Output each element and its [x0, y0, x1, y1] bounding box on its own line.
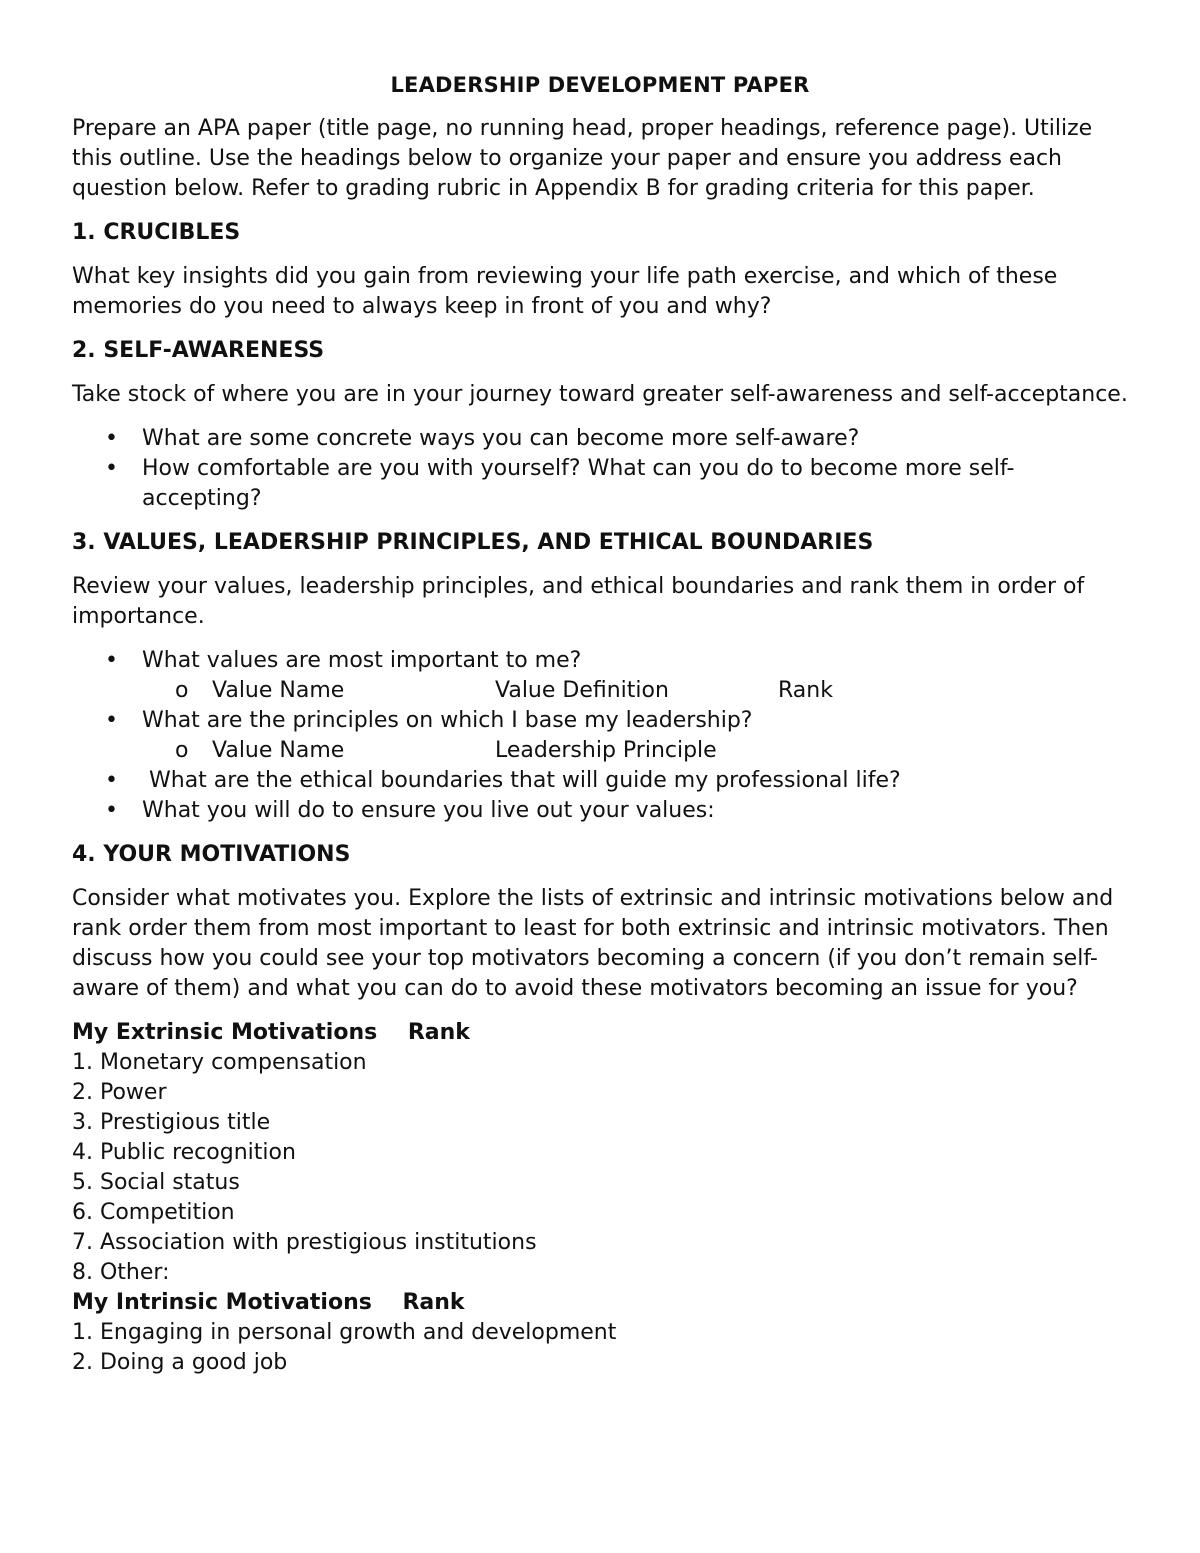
list-item-text: What you will do to ensure you live out your values: [142, 798, 715, 823]
bullet-icon: • [105, 798, 118, 823]
list-item: 1. Engaging in personal growth and development [72, 1320, 617, 1345]
circle-bullet-icon: o [175, 678, 189, 703]
list-item [72, 706, 1128, 736]
list-item [72, 796, 1128, 826]
list-item: 8. Other: [72, 1260, 170, 1285]
bullet-icon: • [105, 708, 118, 733]
column-rank: Rank [778, 678, 833, 703]
sub-list-item-principles [72, 736, 1128, 766]
list-item-text: What are the ethical boundaries that will guide my professional life? [142, 768, 901, 793]
bullet-icon: • [105, 456, 118, 481]
column-value-name: Value Name [212, 678, 345, 703]
bullet-list-self-awareness [72, 424, 1128, 514]
list-item-text: What are the principles on which I base my leadership? [142, 708, 753, 733]
section-heading-crucibles: 1. CRUCIBLES [72, 220, 241, 245]
section-text-self-awareness: Take stock of where you are in your journey toward greater self-awareness and self-acceptance. [72, 382, 1128, 407]
list-item-text: What values are most important to me? [142, 648, 582, 673]
bullet-list-values [72, 646, 1128, 826]
extrinsic-motivations-heading: My Extrinsic Motivations Rank [72, 1020, 470, 1045]
bullet-icon: • [105, 426, 118, 451]
intro-paragraph: Prepare an APA paper (title page, no running head, proper headings, reference page). Utilize this outline. Use the headings below to organize your paper and ensure you address each question below. Refer to grading rubric in Appendix B for grading criteria for this paper. [72, 116, 1093, 201]
bullet-icon: • [105, 768, 118, 793]
circle-bullet-icon: o [175, 738, 189, 763]
list-item: 1. Monetary compensation [72, 1050, 367, 1075]
section-heading-self-awareness: 2. SELF-AWARENESS [72, 338, 325, 363]
column-value-name: Value Name [212, 738, 345, 763]
list-item: 2. Power [72, 1080, 167, 1105]
extrinsic-motivations-list [72, 1048, 1128, 1288]
list-item [72, 424, 1128, 454]
list-item: 3. Prestigious title [72, 1110, 271, 1135]
list-item [72, 454, 1128, 514]
section-text-motivations: Consider what motivates you. Explore the lists of extrinsic and intrinsic motivations below and rank order them from most important to least for both extrinsic and intrinsic motivators. Then discuss how you could see your top motivators becoming a concern (if you don’t remain self-aware of them) and what you can do to avoid these motivators becoming an issue for you? [72, 886, 1114, 1001]
list-item-text: What are some concrete ways you can become more self-aware? [142, 426, 860, 451]
list-item: 6. Competition [72, 1200, 235, 1225]
intrinsic-motivations-heading: My Intrinsic Motivations Rank [72, 1290, 465, 1315]
sub-list-item-values [72, 676, 1128, 706]
list-item: 4. Public recognition [72, 1140, 296, 1165]
list-item: 5. Social status [72, 1170, 240, 1195]
list-item: 2. Doing a good job [72, 1350, 288, 1375]
intrinsic-motivations-list [72, 1318, 1128, 1378]
section-heading-motivations: 4. YOUR MOTIVATIONS [72, 842, 351, 867]
section-text-values: Review your values, leadership principles, and ethical boundaries and rank them in order of importance. [72, 574, 1085, 629]
list-item-text: How comfortable are you with yourself? What can you do to become more self-accepting? [142, 456, 1015, 511]
bullet-icon: • [105, 648, 118, 673]
list-item [72, 766, 1128, 796]
list-item [72, 646, 1128, 676]
list-item: 7. Association with prestigious institutions [72, 1230, 537, 1255]
section-heading-values: 3. VALUES, LEADERSHIP PRINCIPLES, AND ETHICAL BOUNDARIES [72, 530, 874, 555]
column-leadership-principle: Leadership Principle [495, 738, 717, 763]
column-value-definition: Value Definition [495, 678, 669, 703]
document-title: LEADERSHIP DEVELOPMENT PAPER [390, 73, 810, 97]
section-text-crucibles: What key insights did you gain from reviewing your life path exercise, and which of these memories do you need to always keep in front of you and why? [72, 264, 1058, 319]
